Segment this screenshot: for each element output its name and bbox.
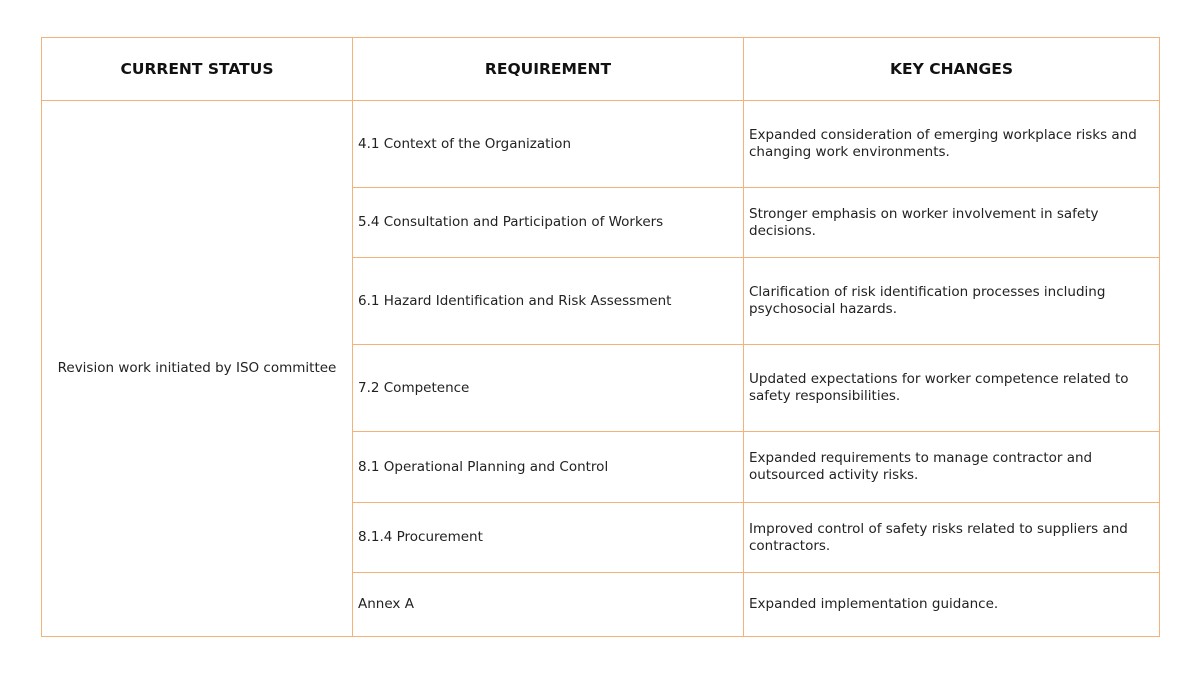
key-change-cell: Clarification of risk identification processes including psychosocial hazards. bbox=[744, 258, 1160, 345]
requirement-cell: Annex A bbox=[353, 573, 744, 637]
requirement-cell: 4.1 Context of the Organization bbox=[353, 101, 744, 188]
header-row bbox=[42, 38, 1160, 101]
requirement-cell: 6.1 Hazard Identification and Risk Assessment bbox=[353, 258, 744, 345]
key-change-cell: Stronger emphasis on worker involvement in safety decisions. bbox=[744, 188, 1160, 258]
requirement-cell: 7.2 Competence bbox=[353, 345, 744, 432]
key-change-cell: Improved control of safety risks related to suppliers and contractors. bbox=[744, 503, 1160, 573]
key-change-cell: Expanded consideration of emerging workplace risks and changing work environments. bbox=[744, 101, 1160, 188]
requirement-cell: 8.1 Operational Planning and Control bbox=[353, 432, 744, 503]
requirements-table bbox=[41, 37, 1160, 637]
requirement-cell: 5.4 Consultation and Participation of Workers bbox=[353, 188, 744, 258]
header-key-changes: KEY CHANGES bbox=[744, 38, 1160, 101]
table-row bbox=[42, 101, 1160, 188]
key-change-cell: Updated expectations for worker competence related to safety responsibilities. bbox=[744, 345, 1160, 432]
requirement-cell: 8.1.4 Procurement bbox=[353, 503, 744, 573]
key-change-cell: Expanded requirements to manage contractor and outsourced activity risks. bbox=[744, 432, 1160, 503]
header-current-status: CURRENT STATUS bbox=[42, 38, 353, 101]
key-change-cell: Expanded implementation guidance. bbox=[744, 573, 1160, 637]
current-status-cell: Revision work initiated by ISO committee bbox=[42, 101, 353, 637]
header-requirement: REQUIREMENT bbox=[353, 38, 744, 101]
